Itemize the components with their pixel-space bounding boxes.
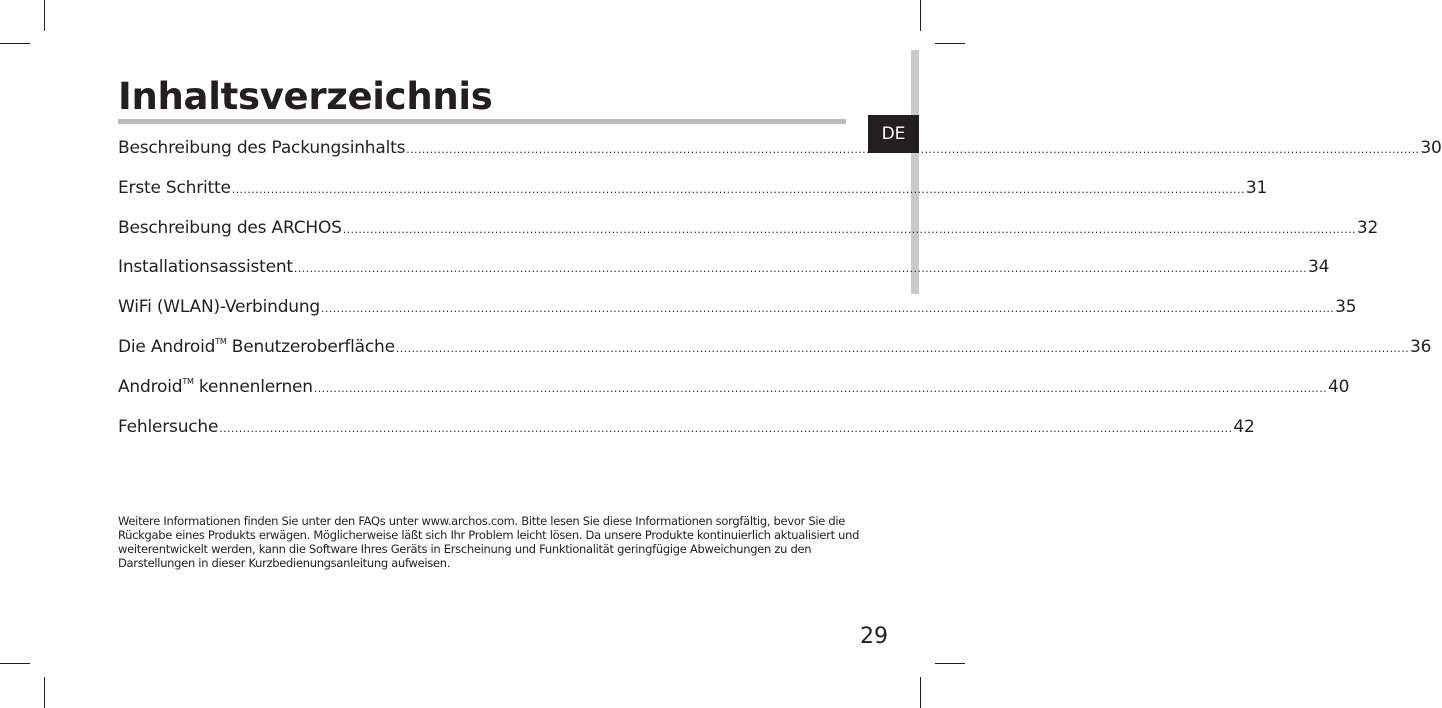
toc-entry-page: 34: [1308, 257, 1330, 278]
dot-leader: ....................................................................................................................................................................................................................................................................: [231, 182, 1245, 196]
toc-entry-label: [118, 247, 293, 287]
dot-leader: ....................................................................................................................................................................................................................................................................: [219, 421, 1233, 435]
crop-mark-bottom-left-horizontal: [0, 663, 30, 664]
trademark-mark: TM: [182, 376, 194, 386]
toc-entry-title: Erste Schritte: [118, 177, 231, 198]
table-of-contents: [118, 128, 1442, 446]
toc-entry-label: [118, 327, 395, 367]
dot-leader: ....................................................................................................................................................................................................................................................................: [342, 222, 1356, 236]
toc-entry-title: Die Android: [118, 336, 216, 357]
toc-entry-title: Android: [118, 376, 183, 397]
toc-entry-title: Fehlersuche: [118, 416, 219, 437]
trademark-mark: TM: [215, 336, 227, 346]
toc-entry: [118, 367, 1350, 407]
crop-mark-bottom-right-vertical: [920, 677, 921, 708]
toc-entry-label: [118, 168, 231, 208]
language-tab: DE: [868, 115, 919, 153]
toc-entry: [118, 287, 1357, 327]
toc-entry-page: 40: [1328, 376, 1350, 397]
dot-leader: ....................................................................................................................................................................................................................................................................: [293, 262, 1308, 276]
toc-entry-title: WiFi (WLAN)-Verbindung: [118, 297, 321, 318]
toc-entry: [118, 208, 1379, 248]
page-number: 29: [860, 624, 888, 649]
toc-entry: [118, 407, 1255, 447]
dot-leader: ....................................................................................................................................................................................................................................................................: [321, 302, 1335, 316]
toc-entry: [118, 327, 1432, 367]
toc-entry-title-rest: kennenlernen: [193, 376, 313, 397]
toc-entry-title: Beschreibung des ARCHOS: [118, 217, 342, 238]
toc-entry-title: Installationsassistent: [118, 257, 293, 278]
page-title: Inhaltsverzeichnis: [118, 75, 493, 118]
crop-mark-bottom-left-vertical: [44, 677, 45, 708]
toc-entry-page: 30: [1420, 138, 1442, 158]
crop-mark-top-left-vertical: [44, 0, 45, 31]
dot-leader: ....................................................................................................................................................................................................................................................................: [395, 341, 1410, 355]
dot-leader: ....................................................................................................................................................................................................................................................................: [406, 143, 1420, 156]
toc-entry-label: [118, 287, 320, 327]
toc-entry-title-rest: Benutzeroberfläche: [226, 336, 395, 357]
crop-mark-top-right-horizontal: [935, 43, 965, 44]
toc-entry-title: Beschreibung des Packungsinhalts: [118, 138, 406, 158]
toc-entry: [118, 128, 1442, 168]
toc-entry-label: [118, 367, 313, 407]
toc-entry: [118, 247, 1330, 287]
crop-mark-top-left-horizontal: [0, 43, 30, 44]
dot-leader: ....................................................................................................................................................................................................................................................................: [313, 381, 1328, 395]
toc-entry-page: 31: [1245, 177, 1268, 198]
toc-entry-page: 42: [1233, 416, 1255, 437]
toc-entry: [118, 168, 1268, 208]
crop-mark-top-right-vertical: [920, 0, 921, 31]
toc-entry-label: [118, 128, 405, 168]
toc-entry-page: 36: [1410, 336, 1432, 357]
title-underline: [118, 119, 846, 124]
crop-mark-bottom-right-horizontal: [935, 663, 965, 664]
toc-entry-label: [118, 407, 218, 447]
toc-entry-page: 35: [1335, 297, 1357, 318]
toc-entry-label: [118, 208, 342, 248]
footnote: Weitere Informationen finden Sie unter den FAQs unter www.archos.com. Bitte lesen Sie diese Informationen sorgfältig, bevor Sie die Rückgabe eines Produkts erwägen. Möglicherweise läßt sich Ihr Problem leicht lösen. Da unsere Produkte kontinuierlich aktualisiert und weiterentwickelt werden, kann die Software Ihres Geräts in Erscheinung und Funktionalität geringfügige Abweichungen zu den Darstellungen in dieser Kurzbedienungsanleitung aufweisen.: [118, 514, 860, 570]
toc-entry-page: 32: [1356, 217, 1379, 238]
